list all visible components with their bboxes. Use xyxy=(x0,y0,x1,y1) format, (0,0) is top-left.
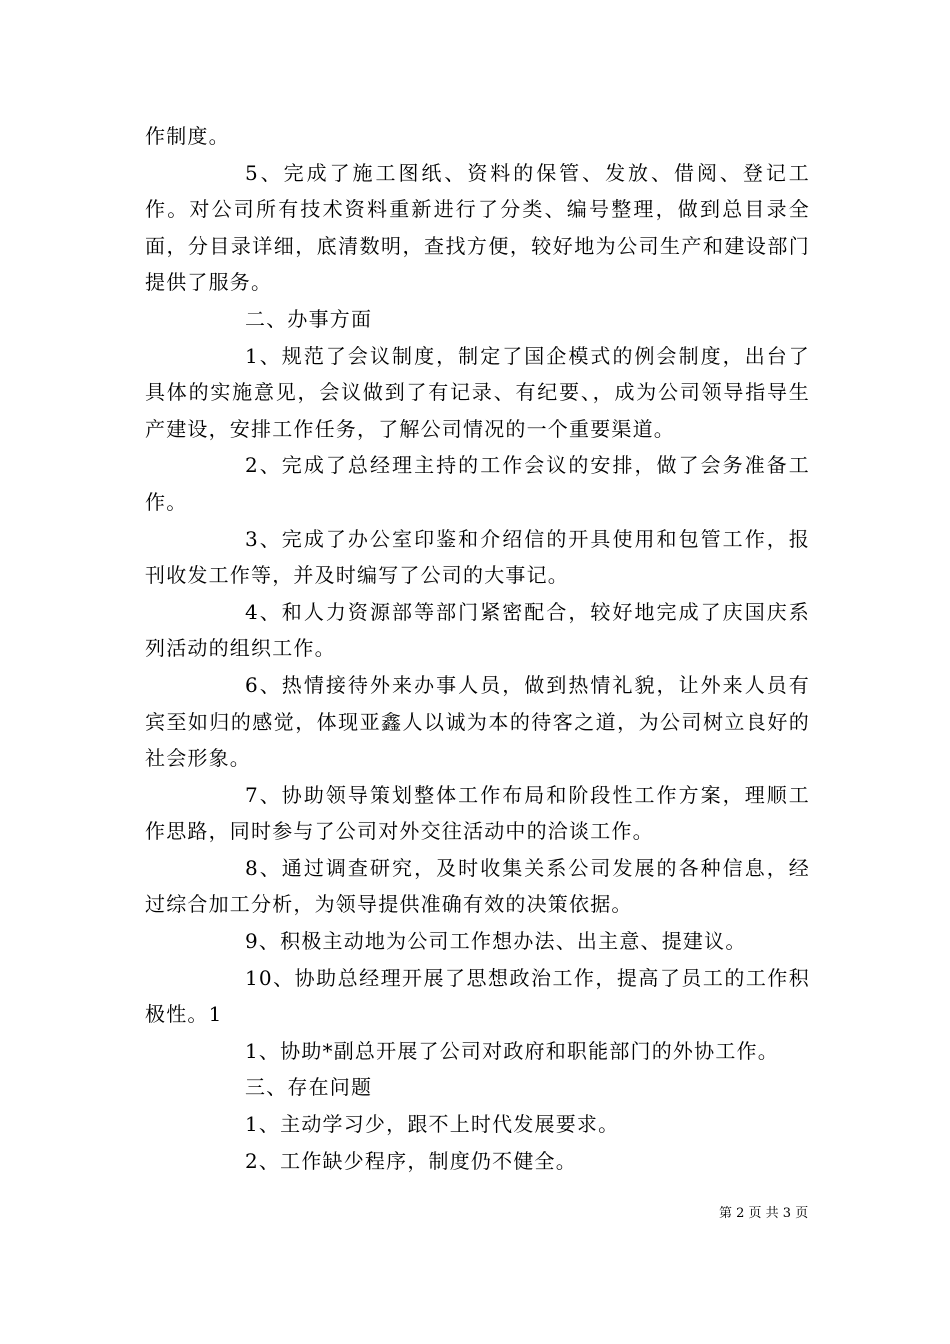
page-number: 第 2 页 共 3 页 xyxy=(719,1206,809,1221)
paragraph: 1、主动学习少，跟不上时代发展要求。 xyxy=(245,1112,620,1137)
paragraph: 7、协助领导策划整体工作布局和阶段性工作方案，理顺工作思路，同时参与了公司对外交往活动中的洽谈工作。 xyxy=(145,782,810,844)
paragraph: 9、积极主动地为公司工作想办法、出主意、提建议。 xyxy=(245,929,747,954)
paragraph: 作制度。 xyxy=(145,124,230,148)
section-heading: 三、存在问题 xyxy=(245,1075,373,1100)
section-heading: 二、办事方面 xyxy=(245,306,373,331)
paragraph: 8、通过调查研究，及时收集关系公司发展的各种信息，经过综合加工分析，为领导提供准确有效的决策依据。 xyxy=(145,855,810,917)
paragraph: 1、规范了会议制度，制定了国企模式的例会制度，出台了具体的实施意见，会议做到了有记录、有纪要、，成为公司领导指导生产建设，安排工作任务，了解公司情况的一个重要渠道。 xyxy=(145,343,810,441)
paragraph: 4、和人力资源部等部门紧密配合，较好地完成了庆国庆系列活动的组织工作。 xyxy=(145,599,810,661)
document-body xyxy=(145,118,810,1179)
paragraph: 10、协助总经理开展了思想政治工作，提高了员工的工作积极性。1 xyxy=(145,965,810,1027)
paragraph: 6、热情接待外来办事人员，做到热情礼貌，让外来人员有宾至如归的感觉，体现亚鑫人以诚为本的待客之道，为公司树立良好的社会形象。 xyxy=(145,672,810,771)
paragraph: 5、完成了施工图纸、资料的保管、发放、借阅、登记工作。对公司所有技术资料重新进行了分类、编号整理，做到总目录全面，分目录详细，底清数明，查找方便，较好地为公司生产和建设部门提供了服务。 xyxy=(145,160,810,295)
paragraph: 2、工作缺少程序，制度仍不健全。 xyxy=(245,1148,577,1173)
paragraph: 1、协助*副总开展了公司对政府和职能部门的外协工作。 xyxy=(245,1038,779,1063)
paragraph: 3、完成了办公室印鉴和介绍信的开具使用和包管工作，报刊收发工作等，并及时编写了公司的大事记。 xyxy=(145,526,810,588)
paragraph: 2、完成了总经理主持的工作会议的安排，做了会务准备工作。 xyxy=(145,453,810,514)
